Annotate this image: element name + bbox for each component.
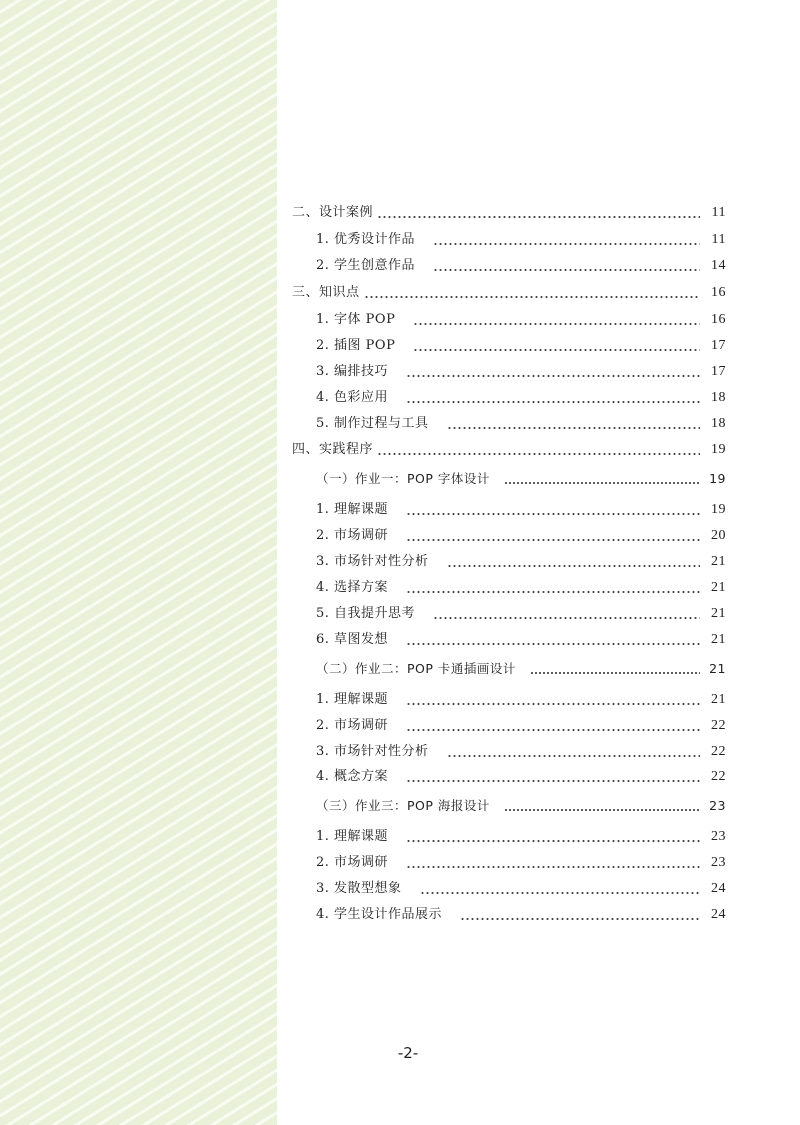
dot-leader — [433, 230, 700, 250]
toc-entry-title: 四、实践程序 — [292, 442, 374, 457]
dot-leader — [530, 659, 700, 679]
toc-entry-title: 4. 概念方案 — [316, 769, 389, 784]
dot-leader — [433, 256, 700, 276]
toc-entry-page: 21 — [709, 661, 726, 676]
toc-entry[interactable] — [316, 853, 726, 873]
toc-entry-title: （二）作业二：POP 卡通插画设计 — [316, 661, 516, 676]
toc-entry-page: 21 — [711, 554, 726, 569]
toc-entry[interactable] — [316, 256, 726, 276]
toc-entry-page: 18 — [711, 390, 726, 405]
toc-entry-title: 1. 理解课题 — [316, 692, 389, 707]
toc-entry[interactable] — [316, 414, 726, 434]
toc-entry-page: 21 — [711, 692, 726, 707]
toc-entry-page: 21 — [711, 580, 726, 595]
toc-entry[interactable] — [316, 500, 726, 520]
dot-leader — [406, 526, 700, 546]
dot-leader — [406, 500, 700, 520]
toc-entry-title: 3. 市场针对性分析 — [316, 554, 429, 569]
toc-entry[interactable] — [316, 905, 726, 925]
toc-entry-title: 1. 优秀设计作品 — [316, 232, 416, 247]
toc-entry[interactable] — [316, 796, 726, 816]
toc-entry-page: 22 — [711, 744, 726, 759]
toc-entry[interactable] — [292, 440, 726, 460]
dot-leader — [406, 690, 700, 710]
toc-entry[interactable] — [316, 552, 726, 572]
dot-leader — [406, 767, 700, 787]
toc-entry-title: 4. 色彩应用 — [316, 390, 389, 405]
toc-entry-title: 5. 自我提升思考 — [316, 606, 416, 621]
toc-entry-page: 16 — [711, 312, 726, 327]
toc-entry-page: 22 — [711, 769, 726, 784]
toc-entry-page: 17 — [711, 338, 726, 353]
dot-leader — [406, 827, 700, 847]
toc-entry[interactable] — [316, 767, 726, 787]
toc-entry-title: 2. 市场调研 — [316, 528, 389, 543]
toc-entry-title: 5. 制作过程与工具 — [316, 416, 429, 431]
toc-entry[interactable] — [316, 630, 726, 650]
toc-entry-title: 2. 学生创意作品 — [316, 258, 416, 273]
dot-leader — [413, 336, 700, 356]
dot-leader — [377, 440, 700, 460]
toc-entry[interactable] — [316, 716, 726, 736]
toc-entry[interactable] — [316, 879, 726, 899]
dot-leader — [406, 630, 700, 650]
page-number: -2- — [397, 1044, 419, 1062]
dot-leader — [447, 414, 700, 434]
toc-entry-title: （三）作业三：POP 海报设计 — [316, 798, 490, 813]
toc-entry-page: 21 — [711, 606, 726, 621]
toc-entry[interactable] — [316, 362, 726, 382]
toc-entry-title: 1. 理解课题 — [316, 829, 389, 844]
toc-entry-page: 19 — [711, 442, 726, 457]
toc-entry[interactable] — [292, 203, 726, 223]
dot-leader — [406, 853, 700, 873]
toc-entry-page: 18 — [711, 416, 726, 431]
toc-entry-page: 17 — [711, 364, 726, 379]
dot-leader — [447, 742, 700, 762]
toc-entry[interactable] — [316, 230, 726, 250]
dot-leader — [433, 604, 700, 624]
toc-entry[interactable] — [316, 388, 726, 408]
toc-entry[interactable] — [316, 578, 726, 598]
toc-entry-page: 23 — [711, 829, 726, 844]
toc-entry-page: 24 — [711, 907, 726, 922]
dot-leader — [364, 283, 700, 303]
toc-entry[interactable] — [316, 742, 726, 762]
toc-entry-page: 21 — [711, 632, 726, 647]
toc-entry-page: 22 — [711, 718, 726, 733]
toc-entry-title: 3. 编排技巧 — [316, 364, 389, 379]
toc-entry[interactable] — [316, 310, 726, 330]
toc-entry[interactable] — [292, 283, 726, 303]
toc-entry-page: 16 — [711, 285, 726, 300]
dot-leader — [406, 362, 700, 382]
toc-entry[interactable] — [316, 659, 726, 679]
toc-entry-title: 3. 市场针对性分析 — [316, 744, 429, 759]
toc-entry-page: 11 — [711, 232, 726, 247]
toc-entry-title: 2. 市场调研 — [316, 855, 389, 870]
dot-leader — [504, 796, 700, 816]
toc-entry-page: 19 — [711, 502, 726, 517]
toc-entry-title: 二、设计案例 — [292, 205, 374, 220]
toc-entry[interactable] — [316, 827, 726, 847]
dot-leader — [406, 388, 700, 408]
toc-entry-title: 三、知识点 — [292, 285, 360, 300]
toc-entry-page: 20 — [711, 528, 726, 543]
toc-entry-page: 24 — [711, 881, 726, 896]
toc-entry[interactable] — [316, 690, 726, 710]
dot-leader — [504, 469, 700, 489]
toc-entry-page: 19 — [709, 471, 726, 486]
toc-entry-title: 4. 学生设计作品展示 — [316, 907, 443, 922]
dot-leader — [420, 879, 700, 899]
dot-leader — [406, 578, 700, 598]
toc-entry-title: （一）作业一：POP 字体设计 — [316, 471, 490, 486]
toc-entry[interactable] — [316, 526, 726, 546]
toc-entry-page: 14 — [711, 258, 726, 273]
toc-entry-page: 11 — [711, 205, 726, 220]
toc-entry[interactable] — [316, 336, 726, 356]
toc-entry-title: 3. 发散型想象 — [316, 881, 402, 896]
toc-entry-title: 1. 字体 POP — [316, 312, 396, 327]
dot-leader — [460, 905, 700, 925]
dot-leader — [377, 203, 700, 223]
toc-entry[interactable] — [316, 604, 726, 624]
toc-entry[interactable] — [316, 469, 726, 489]
toc-entry-page: 23 — [709, 798, 726, 813]
toc-entry-title: 1. 理解课题 — [316, 502, 389, 517]
toc-entry-page: 23 — [711, 855, 726, 870]
dot-leader — [413, 310, 700, 330]
toc-entry-title: 2. 市场调研 — [316, 718, 389, 733]
dot-leader — [406, 716, 700, 736]
toc-entry-title: 6. 草图发想 — [316, 632, 389, 647]
toc-entry-title: 2. 插图 POP — [316, 338, 396, 353]
toc-entry-title: 4. 选择方案 — [316, 580, 389, 595]
dot-leader — [447, 552, 700, 572]
